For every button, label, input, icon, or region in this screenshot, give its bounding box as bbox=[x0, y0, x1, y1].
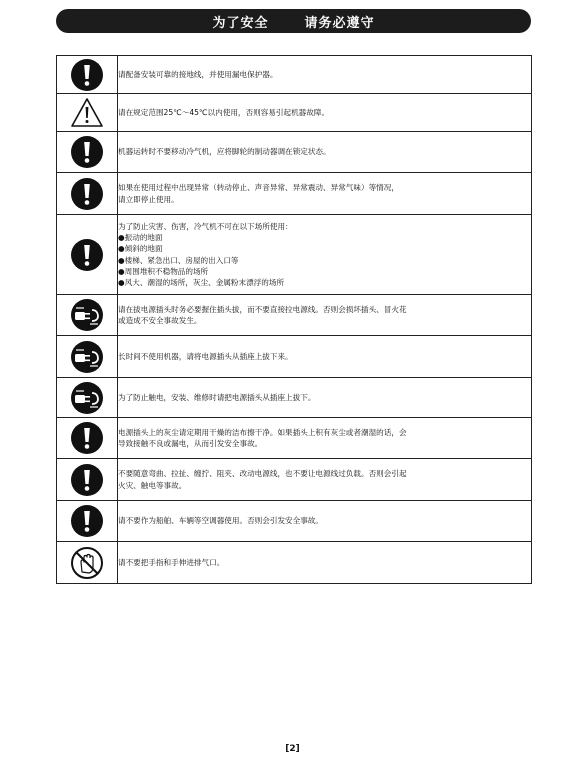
section-title-bar bbox=[56, 9, 531, 33]
mandatory-icon bbox=[70, 504, 104, 538]
row-text-line: ●楼梯、紧急出口、房屋的出入口等 bbox=[118, 255, 239, 265]
safety-rows bbox=[57, 56, 532, 584]
title-left: 为了安全 bbox=[212, 15, 269, 31]
row-icon-cell bbox=[57, 173, 118, 215]
row-text-cell bbox=[118, 215, 532, 295]
row-text-cell bbox=[118, 173, 532, 215]
unplug-icon bbox=[70, 298, 104, 332]
row-text-line: 为了防止触电，安装、维修时请把电源插头从插座上拔下。 bbox=[118, 392, 316, 402]
row-text-cell bbox=[118, 336, 532, 378]
mandatory-icon bbox=[70, 463, 104, 497]
row-icon-cell bbox=[57, 501, 118, 542]
row-icon-cell bbox=[57, 215, 118, 295]
row-text-line: 如果在使用过程中出现异常（转动停止、声音异常、异常震动、异常气味）等情况， bbox=[118, 183, 399, 193]
safety-row bbox=[57, 215, 532, 295]
mandatory-icon bbox=[70, 135, 104, 169]
page-number: [2] bbox=[285, 744, 300, 754]
row-icon-cell bbox=[57, 56, 118, 94]
row-text-cell bbox=[118, 542, 532, 584]
safety-row bbox=[57, 501, 532, 542]
row-text-line: 不要随意弯曲、拉扯、缠拧、阻夹、改动电源线，也不要让电源线过负载。否则会引起 bbox=[118, 469, 407, 479]
row-text-line: 为了防止灾害、伤害，冷气机不可在以下场所使用： bbox=[118, 221, 293, 231]
safety-row bbox=[57, 94, 532, 132]
row-text-line: 请不要作为船舶、车辆等空调器使用。否则会引发安全事故。 bbox=[118, 516, 324, 526]
row-text-line: 请配备安装可靠的接地线，并使用漏电保护器。 bbox=[118, 69, 278, 79]
unplug-icon bbox=[70, 340, 104, 374]
row-icon-cell bbox=[57, 132, 118, 173]
row-text-line: 长时间不使用机器，请将电源插头从插座上拔下来。 bbox=[118, 351, 293, 361]
row-icon-cell bbox=[57, 542, 118, 584]
row-text-line: 或造成不安全事故发生。 bbox=[118, 316, 202, 325]
safety-row bbox=[57, 418, 532, 459]
safety-row bbox=[57, 173, 532, 215]
row-text-cell bbox=[118, 56, 532, 94]
row-text-line: 请立即停止使用。 bbox=[118, 194, 179, 204]
row-icon-cell bbox=[57, 94, 118, 132]
safety-row bbox=[57, 295, 532, 336]
row-text-line: ●倾斜的地面 bbox=[118, 244, 163, 254]
unplug-icon bbox=[70, 381, 104, 415]
row-text-line: ●振动的地面 bbox=[118, 232, 163, 242]
no-hand-icon bbox=[70, 546, 104, 580]
row-icon-cell bbox=[57, 418, 118, 459]
row-text-cell bbox=[118, 501, 532, 542]
row-text-line: 机器运转时不要移动冷气机，应将脚轮的制动器调在锁定状态。 bbox=[118, 147, 331, 157]
row-text-cell bbox=[118, 418, 532, 459]
safety-row bbox=[57, 378, 532, 418]
safety-row bbox=[57, 542, 532, 584]
safety-row bbox=[57, 459, 532, 501]
safety-table bbox=[56, 55, 532, 584]
row-text-line: 请在拔电源插头时务必要握住插头拔，而不要直接拉电源线。否则会损坏插头、冒火花 bbox=[118, 304, 407, 314]
safety-row bbox=[57, 56, 532, 94]
mandatory-icon bbox=[70, 421, 104, 455]
mandatory-icon bbox=[70, 238, 104, 272]
row-text-cell bbox=[118, 94, 532, 132]
mandatory-icon bbox=[70, 58, 104, 92]
row-text-cell bbox=[118, 132, 532, 173]
row-text-line: 请不要把手指和手伸进排气口。 bbox=[118, 557, 225, 567]
safety-row bbox=[57, 132, 532, 173]
title-right: 请务必遵守 bbox=[304, 15, 375, 31]
mandatory-icon bbox=[70, 177, 104, 211]
row-icon-cell bbox=[57, 459, 118, 501]
row-text-line: 电源插头上的灰尘请定期用干燥的洁布擦干净。如果插头上积有灰尘或者潮湿的话，会 bbox=[118, 427, 407, 437]
row-text-cell bbox=[118, 459, 532, 501]
row-text-line: 火灾、触电等事故。 bbox=[118, 480, 187, 490]
row-icon-cell bbox=[57, 336, 118, 378]
row-icon-cell bbox=[57, 378, 118, 418]
row-icon-cell bbox=[57, 295, 118, 336]
row-text-line: ●风大、潮湿的场所，灰尘、金属粉末漂浮的场所 bbox=[118, 278, 285, 288]
warning-triangle-icon bbox=[70, 96, 104, 130]
row-text-cell bbox=[118, 295, 532, 336]
row-text-line: 请在规定范围25℃～45℃以内使用，否则容易引起机器故障。 bbox=[118, 107, 330, 117]
row-text-line: 导致接触不良或漏电，从而引发安全事故。 bbox=[118, 439, 263, 448]
row-text-line: ●周围堆积不稳物品的场所 bbox=[118, 266, 209, 276]
safety-row bbox=[57, 336, 532, 378]
row-text-cell bbox=[118, 378, 532, 418]
